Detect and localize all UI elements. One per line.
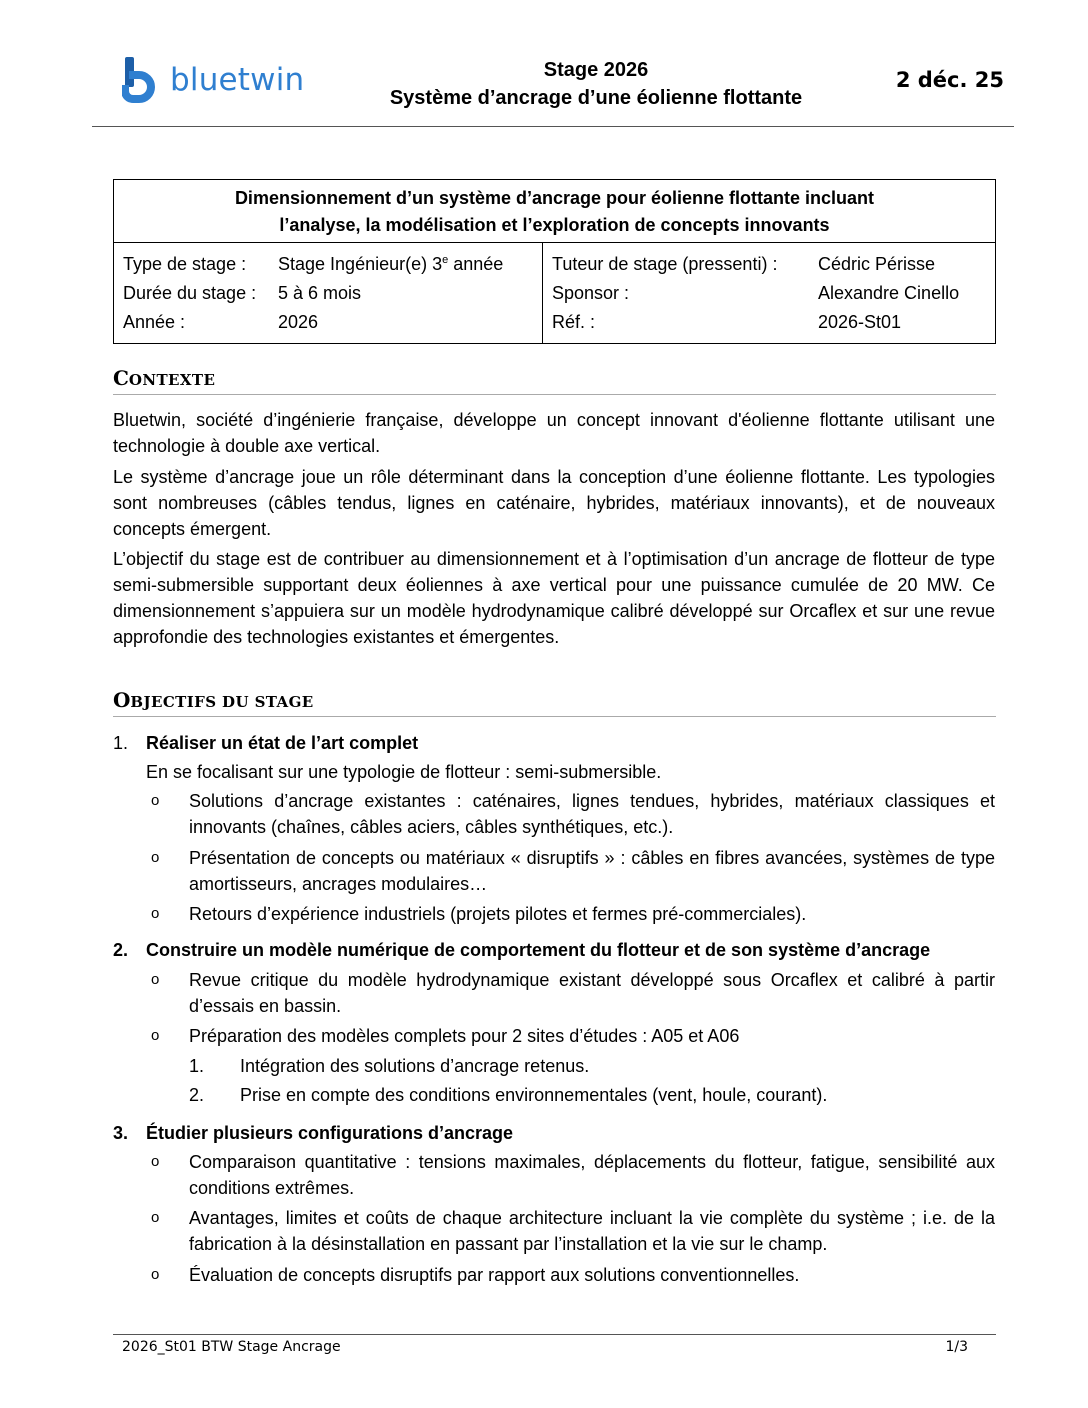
objective-title: Construire un modèle numérique de comportement du flotteur et de son système d’ancrage	[146, 940, 931, 960]
bullet-icon: o	[151, 1209, 160, 1226]
contexte-paragraph-3: L’objectif du stage est de contribuer au dimensionnement et à l’optimisation d’un ancrage de flotteur de type semi-submersible supportant deux éoliennes à axe vertical pour une puissance cumulée de 20 MW. Ce dimensionnement s’appuiera sur un modèle hydrodynamique calibré développé sur Orcaflex et sur une revue approfondie des technologies existantes et émergentes.	[113, 549, 995, 647]
contexte-paragraph-1: Bluetwin, société d’ingénierie française, développe un concept innovant d'éolienne flottante utilisant une technologie à double axe vertical.	[113, 410, 995, 456]
type-label: Type de stage :	[123, 254, 247, 274]
bullet-text: Présentation de concepts ou matériaux « disruptifs » : câbles en fibres avancées, systèmes de type amortisseurs, ancrages modulaires…	[189, 848, 995, 894]
title-line-2: Système d’ancrage d’une éolienne flottante	[389, 87, 803, 109]
header-divider	[92, 126, 1014, 127]
page-number: 1/3	[945, 1339, 968, 1355]
internship-title-line-1: Dimensionnement d’un système d’ancrage pour éolienne flottante incluant	[234, 188, 875, 208]
type-value	[278, 250, 503, 279]
bullet-icon: o	[151, 1027, 160, 1044]
sub-text: Prise en compte des conditions environnementales (vent, houle, courant).	[240, 1085, 828, 1105]
bullet-text: Revue critique du modèle hydrodynamique existant développé sous Orcaflex et calibré à partir d’essais en bassin.	[189, 970, 995, 1016]
intro-text: En se focalisant sur une typologie de flotteur : semi-submersible.	[146, 762, 662, 782]
internship-info-table	[113, 179, 996, 344]
list-number: 1.	[113, 733, 129, 753]
heading-rest: ONTEXTE	[128, 371, 216, 389]
tuteur-row	[552, 250, 986, 279]
section-heading-objectifs	[113, 688, 996, 717]
bullet-text: Avantages, limites et coûts de chaque architecture incluant la vie complète du système ; i.e. de la fabrication à la désinstallation en passant par l’installation et la vie sur le champ.	[189, 1208, 995, 1254]
internship-title	[114, 180, 996, 243]
bullet-icon: o	[151, 1266, 160, 1283]
section-heading-contexte	[113, 366, 996, 395]
bullet-icon: o	[151, 792, 160, 809]
bullet-text: Comparaison quantitative : tensions maximales, déplacements du flotteur, fatigue, sensibilité aux conditions extrêmes.	[189, 1152, 995, 1198]
ref-label: Réf. :	[552, 312, 596, 332]
type-row	[123, 250, 533, 279]
footer-reference: 2026_St01 BTW Stage Ancrage	[122, 1339, 341, 1355]
info-left-cell	[114, 243, 543, 344]
bullet-text: Préparation des modèles complets pour 2 sites d’études : A05 et A06	[189, 1026, 740, 1046]
tuteur-label: Tuteur de stage (pressenti) :	[552, 254, 778, 274]
sub-text: Intégration des solutions d’ancrage retenus.	[240, 1056, 590, 1076]
document-title	[356, 56, 836, 112]
bullet-text: Évaluation de concepts disruptifs par rapport aux solutions conventionnelles.	[189, 1265, 800, 1285]
sponsor-label: Sponsor :	[552, 283, 630, 303]
sub-number: 2.	[189, 1085, 205, 1105]
title-line-1: Stage 2026	[543, 59, 649, 81]
bluetwin-logo-icon	[122, 57, 156, 103]
internship-title-line-2: l’analyse, la modélisation et l’exploration de concepts innovants	[279, 215, 830, 235]
bullet-text: Solutions d’ancrage existantes : caténaires, lignes tendues, hybrides, matériaux classiques et innovants (chaînes, câbles aciers, câbles synthétiques, etc.).	[189, 791, 995, 837]
objective-title: Étudier plusieurs configurations d’ancrage	[146, 1123, 514, 1143]
document-date: 2 déc. 25	[895, 68, 1004, 92]
list-number: 2.	[113, 940, 129, 960]
heading-rest: BJECTIFS DU STAGE	[130, 693, 314, 711]
objectives-list	[113, 730, 995, 1290]
type-value-text: Stage Ingénieur(e) 3	[278, 254, 443, 274]
type-value-sup: e	[442, 254, 449, 266]
objective-title: Réaliser un état de l’art complet	[146, 733, 419, 753]
company-logo	[122, 56, 304, 104]
sub-number: 1.	[189, 1056, 205, 1076]
annee-value: 2026	[278, 312, 319, 332]
heading-initial: O	[113, 688, 131, 712]
bullet-icon: o	[151, 971, 160, 988]
annee-row	[123, 308, 533, 337]
heading-initial: C	[113, 366, 129, 390]
sponsor-row	[552, 279, 986, 308]
ref-value: 2026-St01	[818, 312, 902, 332]
footer-divider	[113, 1334, 996, 1335]
bullet-icon: o	[151, 849, 160, 866]
duree-label: Durée du stage :	[123, 283, 257, 303]
logo-text: bluetwin	[170, 61, 305, 98]
list-number: 3.	[113, 1123, 129, 1143]
ref-row	[552, 308, 986, 337]
bullet-icon: o	[151, 1153, 160, 1170]
tuteur-value: Cédric Périsse	[818, 254, 936, 274]
info-right-cell	[543, 243, 996, 344]
duree-row	[123, 279, 533, 308]
contexte-paragraph-2: Le système d’ancrage joue un rôle déterminant dans la conception d’une éolienne flottante. Les typologies sont nombreuses (câbles tendus, lignes en caténaire, hybrides, matériaux innovants), et de nouveaux concepts émergent.	[113, 467, 995, 539]
bullet-text: Retours d’expérience industriels (projets pilotes et fermes pré-commerciales).	[189, 904, 807, 924]
annee-label: Année :	[123, 312, 186, 332]
bullet-icon: o	[151, 905, 160, 922]
sponsor-value: Alexandre Cinello	[818, 283, 960, 303]
duree-value: 5 à 6 mois	[278, 283, 362, 303]
type-value-suffix: année	[448, 254, 504, 274]
